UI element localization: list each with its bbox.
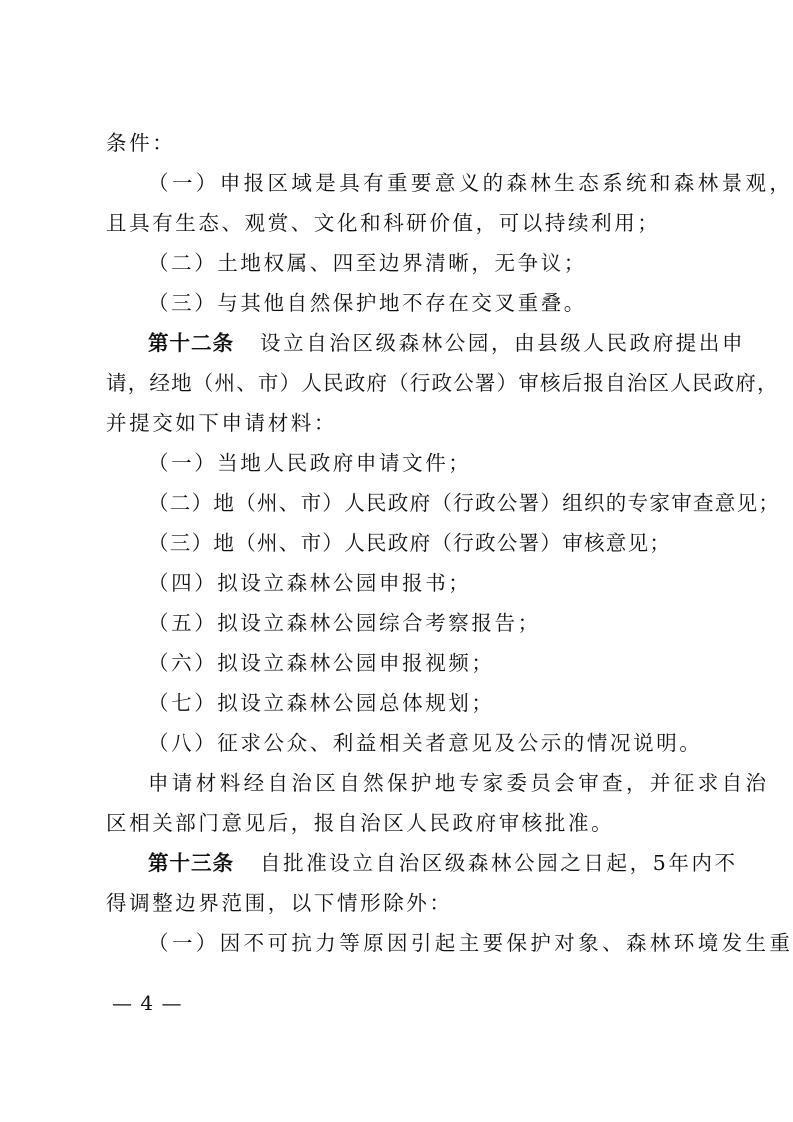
line-text: （一）申报区域是具有重要意义的森林生态系统和森林景观， xyxy=(148,171,793,195)
article-12-heading: 第十二条 xyxy=(148,331,234,355)
line-text: （六）拟设立森林公园申报视频； xyxy=(148,651,495,675)
line-text: 且具有生态、观赏、文化和科研价值，可以持续利用； xyxy=(106,211,661,235)
text-line xyxy=(0,730,793,756)
text-line xyxy=(0,250,793,276)
line-text: 条件： xyxy=(106,131,176,155)
line-text: （四）拟设立森林公园申报书； xyxy=(148,571,472,595)
article-13-first-line xyxy=(0,850,793,876)
line-text: （三）与其他自然保护地不存在交叉重叠。 xyxy=(148,291,587,315)
page-number: — 4 — xyxy=(112,991,183,1015)
text-line xyxy=(0,810,793,836)
text-line xyxy=(0,490,793,516)
line-text: （二）土地权属、四至边界清晰，无争议； xyxy=(148,251,587,275)
line-text: （一）因不可抗力等原因引起主要保护对象、森林环境发生重 xyxy=(148,931,793,955)
line-text: （二）地（州、市）人民政府（行政公署）组织的专家审查意见； xyxy=(148,491,781,515)
text-line xyxy=(0,610,793,636)
line-text: 申请材料经自治区自然保护地专家委员会审查，并征求自治 xyxy=(148,771,770,795)
text-line xyxy=(0,930,793,956)
article-13-heading: 第十三条 xyxy=(148,851,234,875)
line-text: （三）地（州、市）人民政府（行政公署）审核意见； xyxy=(148,531,672,555)
line-text: （八）征求公众、利益相关者意见及公示的情况说明。 xyxy=(148,731,703,755)
text-line xyxy=(0,210,793,236)
text-line xyxy=(0,890,793,916)
text-line xyxy=(0,130,793,156)
text-line xyxy=(0,370,793,396)
article-12-first-line xyxy=(0,330,793,356)
text-line xyxy=(0,450,793,476)
text-line xyxy=(0,570,793,596)
text-line xyxy=(0,170,793,196)
line-text: （一）当地人民政府申请文件； xyxy=(148,451,472,475)
text-line xyxy=(0,650,793,676)
line-text: 得调整边界范围，以下情形除外： xyxy=(106,891,453,915)
line-text: （五）拟设立森林公园综合考察报告； xyxy=(148,611,541,635)
line-text: 区相关部门意见后，报自治区人民政府审核批准。 xyxy=(106,811,615,835)
line-text: 设立自治区级森林公园，由县级人民政府提出申 xyxy=(260,331,746,355)
text-line xyxy=(0,770,793,796)
line-text: 自批准设立自治区级森林公园之日起，5年内不 xyxy=(260,851,738,875)
line-text: （七）拟设立森林公园总体规划； xyxy=(148,691,495,715)
text-line xyxy=(0,290,793,316)
line-text: 并提交如下申请材料： xyxy=(106,411,337,435)
text-line xyxy=(0,410,793,436)
text-line xyxy=(0,530,793,556)
line-text: 请，经地（州、市）人民政府（行政公署）审核后报自治区人民政府， xyxy=(106,371,779,395)
text-line xyxy=(0,690,793,716)
